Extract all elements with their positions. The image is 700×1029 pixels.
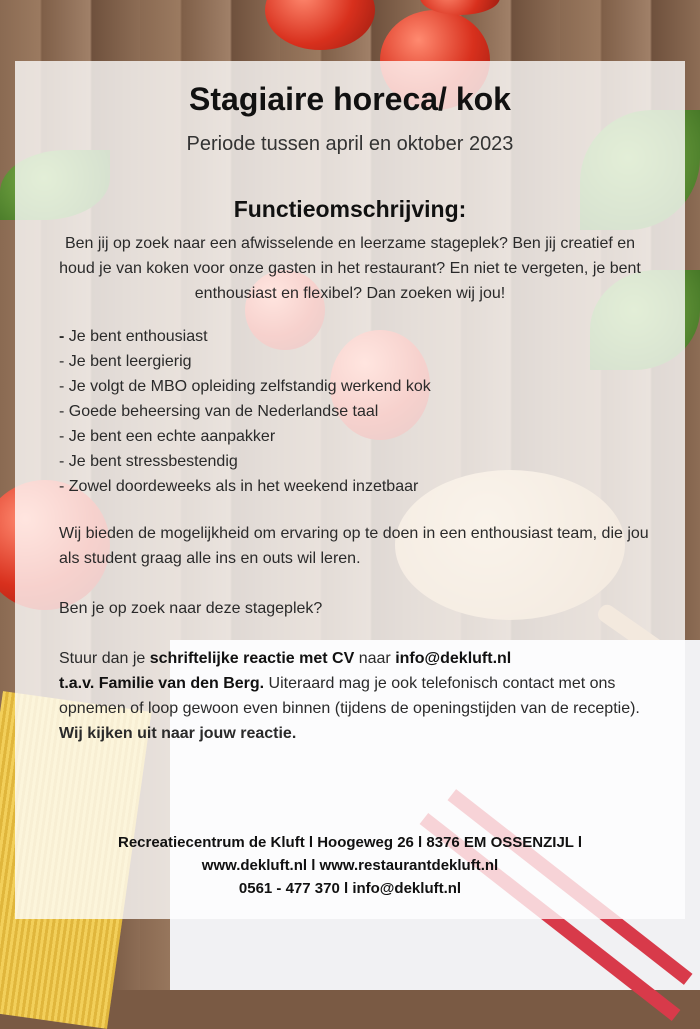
intro-text: Ben jij op zoek naar een afwisselende en leerzame stageplek? Ben jij creatief en houd je van koken voor onze gasten in het restaurant? En niet te vergeten, je bent enthousiast en flexibel? Dan zoeken wij jou! [59,235,641,302]
apply-text [59,646,669,721]
period-subtitle: Periode tussen april en oktober 2023 [186,133,514,155]
requirements-list [59,324,659,499]
footer-address: Recreatiecentrum de Kluft l Hoogeweg 26 l 8376 EM OSSENZIJL l [117,834,583,851]
question-text: Ben je op zoek naar deze stageplek? [59,600,323,617]
closing-text: Wij kijken uit naar jouw reactie. [59,725,297,742]
contact-footer [15,831,685,900]
page-title: Stagiaire horeca/ kok [189,81,511,117]
list-item: - Goede beheersing van de Nederlandse taal [59,399,659,424]
offer-text: Wij bieden de mogelijkheid om ervaring op te doen in een enthousiast team, die jou als student graag alle ins en outs wil leren. [59,525,649,567]
apply-email-link[interactable]: info@dekluft.nl [395,650,512,667]
footer-websites[interactable]: www.dekluft.nl l www.restaurantdekluft.nl [201,857,499,874]
list-item: - Je volgt de MBO opleiding zelfstandig werkend kok [59,374,659,399]
list-item: - Je bent enthousiast [59,324,659,349]
list-item: - Je bent stressbestendig [59,449,659,474]
footer-contact[interactable]: 0561 - 477 370 l info@dekluft.nl [238,880,462,897]
list-item: - Zowel doordeweeks als in het weekend inzetbaar [59,474,659,499]
apply-text-part: Stuur dan je [59,650,150,667]
section-heading: Functieomschrijving: [233,196,467,222]
list-item: - Je bent een echte aanpakker [59,424,659,449]
apply-text-part: naar [354,650,396,667]
list-item: - Je bent leergierig [59,349,659,374]
apply-cv-emphasis: schriftelijke reactie met CV [149,650,355,667]
apply-attention: t.a.v. Familie van den Berg. [59,675,265,692]
apply-text-part: Uiteraard mag je ook telefonisch contact met ons opnemen of loop gewoon even binnen (tijdens de openingstijden van de receptie). [59,675,640,717]
